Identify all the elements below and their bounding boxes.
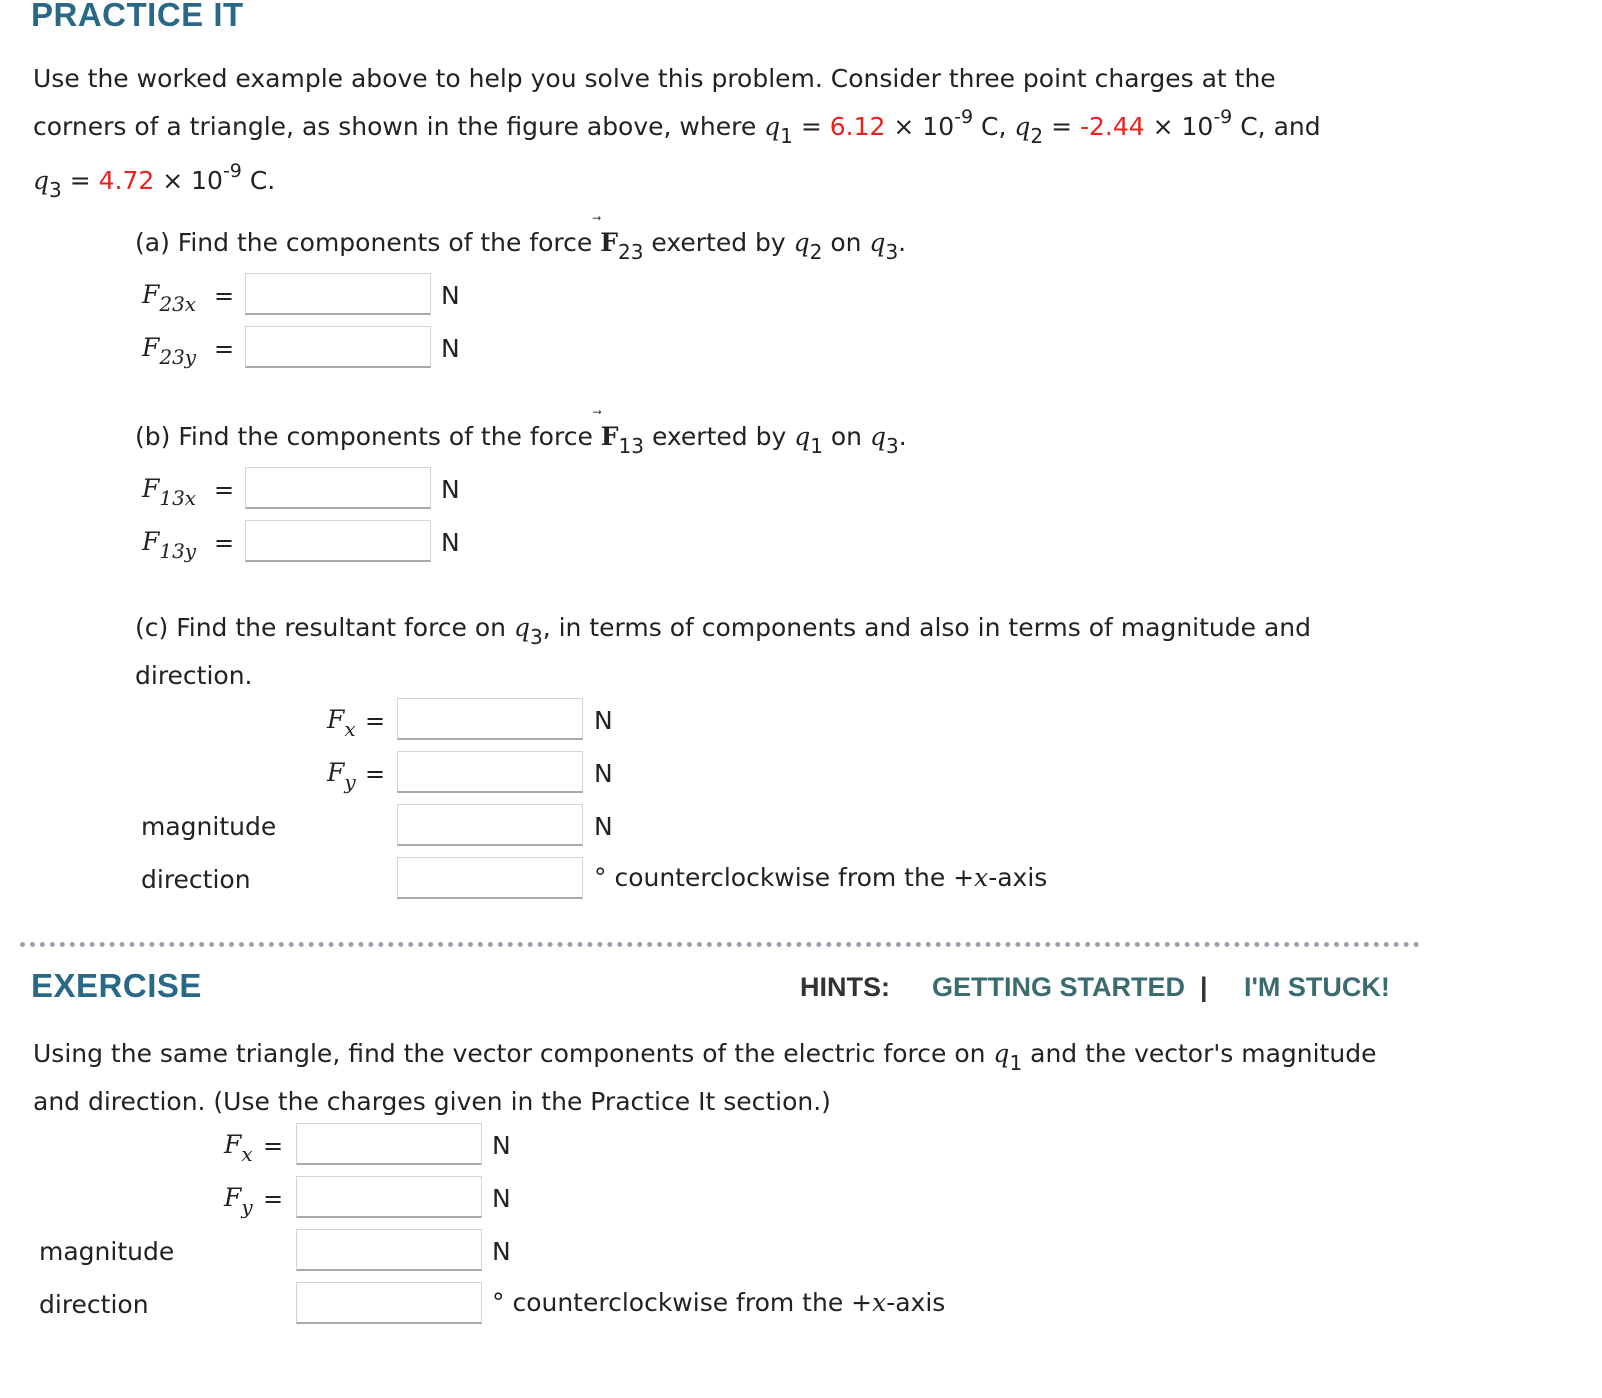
force-vector-f23: F <box>600 228 618 257</box>
ex-magnitude-label: magnitude <box>39 1237 175 1266</box>
ex-fy-equals: = <box>263 1185 284 1213</box>
f13x-label: $F_{13x}$ <box>142 474 197 510</box>
f23x-equals: = <box>214 282 235 310</box>
intro-line-1: Use the worked example above to help you solve this problem. Consider three point charges at the <box>33 64 1276 93</box>
part-b-prompt: (b) Find the components of the force $F_{13}$ exerted by $q_1$ on $q_3$. <box>135 413 907 461</box>
f13x-unit: N <box>441 475 460 504</box>
fy-unit: N <box>594 759 613 788</box>
fy-input[interactable] <box>397 751 583 793</box>
f23x-label: $F_{23x}$ <box>142 280 197 316</box>
ex-fx-unit: N <box>492 1131 511 1160</box>
ex-fy-input[interactable] <box>296 1176 482 1218</box>
im-stuck-link[interactable]: I'M STUCK! <box>1244 972 1390 1002</box>
part-c-line-2: direction. <box>135 661 253 690</box>
part-c-prompt <box>135 604 1311 700</box>
f23y-unit: N <box>441 334 460 363</box>
section-divider <box>20 942 1420 947</box>
f23x-unit: N <box>441 281 460 310</box>
f13y-unit: N <box>441 528 460 557</box>
part-c-line-1: (c) Find the resultant force on $q_3$, in terms of components and also in terms of magnitude and <box>135 613 1311 649</box>
ex-fx-input[interactable] <box>296 1123 482 1165</box>
q1-value: 6.12 <box>829 112 886 141</box>
magnitude-label: magnitude <box>141 812 277 841</box>
exercise-line-1: Using the same triangle, find the vector components of the electric force on $q_1$ and the vector's magnitude <box>33 1039 1377 1075</box>
part-a-prompt: (a) Find the components of the force $F_{23}$ exerted by $q_2$ on $q_3$. <box>135 219 906 267</box>
f23y-input[interactable] <box>245 326 431 368</box>
exercise-heading: EXERCISE <box>31 967 202 1004</box>
fx-unit: N <box>594 706 613 735</box>
ex-fy-unit: N <box>492 1184 511 1213</box>
exercise-line-2: and direction. (Use the charges given in the Practice It section.) <box>33 1087 831 1116</box>
intro-line-3: $q_3 = 4.72 \times 10^{-9}$ C. <box>33 160 276 202</box>
ex-magnitude-input[interactable] <box>296 1229 482 1271</box>
ex-fy-label: $F_y$ <box>224 1183 253 1219</box>
force-vector-f13: F <box>600 422 619 451</box>
q3-value: 4.72 <box>98 166 155 195</box>
fx-input[interactable] <box>397 698 583 740</box>
f13y-input[interactable] <box>245 520 431 562</box>
direction-label: direction <box>141 865 251 894</box>
f13x-equals: = <box>214 476 235 504</box>
practice-it-heading: PRACTICE IT <box>31 0 244 33</box>
ex-magnitude-unit: N <box>492 1237 511 1266</box>
practice-intro <box>33 55 1321 205</box>
f13y-equals: = <box>214 529 235 557</box>
ex-fx-equals: = <box>263 1132 284 1160</box>
f23x-input[interactable] <box>245 273 431 315</box>
ex-fx-label: $F_x$ <box>224 1130 253 1166</box>
f13y-label: $F_{13y}$ <box>142 527 197 563</box>
fx-label: $F_x$ <box>327 705 356 741</box>
f23y-label: $F_{23y}$ <box>142 333 197 369</box>
q2-value: -2.44 <box>1079 112 1145 141</box>
fx-equals: = <box>365 707 386 735</box>
magnitude-unit: N <box>594 812 613 841</box>
exercise-prompt <box>33 1030 1376 1126</box>
f13x-input[interactable] <box>245 467 431 509</box>
ex-direction-input[interactable] <box>296 1282 482 1324</box>
hint-divider: | <box>1200 972 1208 1002</box>
getting-started-link[interactable]: GETTING STARTED <box>932 972 1185 1002</box>
intro-line-2: corners of a triangle, as shown in the figure above, where $q_1 = 6.12 \times 10^{-9}$ C, $q_2 = -2.44 \times 10^{-9}$ C, and <box>33 106 1321 148</box>
ex-direction-unit: ° counterclockwise from the +x-axis <box>492 1288 946 1317</box>
direction-input[interactable] <box>397 857 583 899</box>
hints-label: HINTS: <box>800 972 890 1002</box>
fy-label: $F_y$ <box>327 758 356 794</box>
direction-unit: ° counterclockwise from the +x-axis <box>594 863 1048 892</box>
ex-direction-label: direction <box>39 1290 149 1319</box>
f23y-equals: = <box>214 335 235 363</box>
magnitude-input[interactable] <box>397 804 583 846</box>
fy-equals: = <box>365 760 386 788</box>
